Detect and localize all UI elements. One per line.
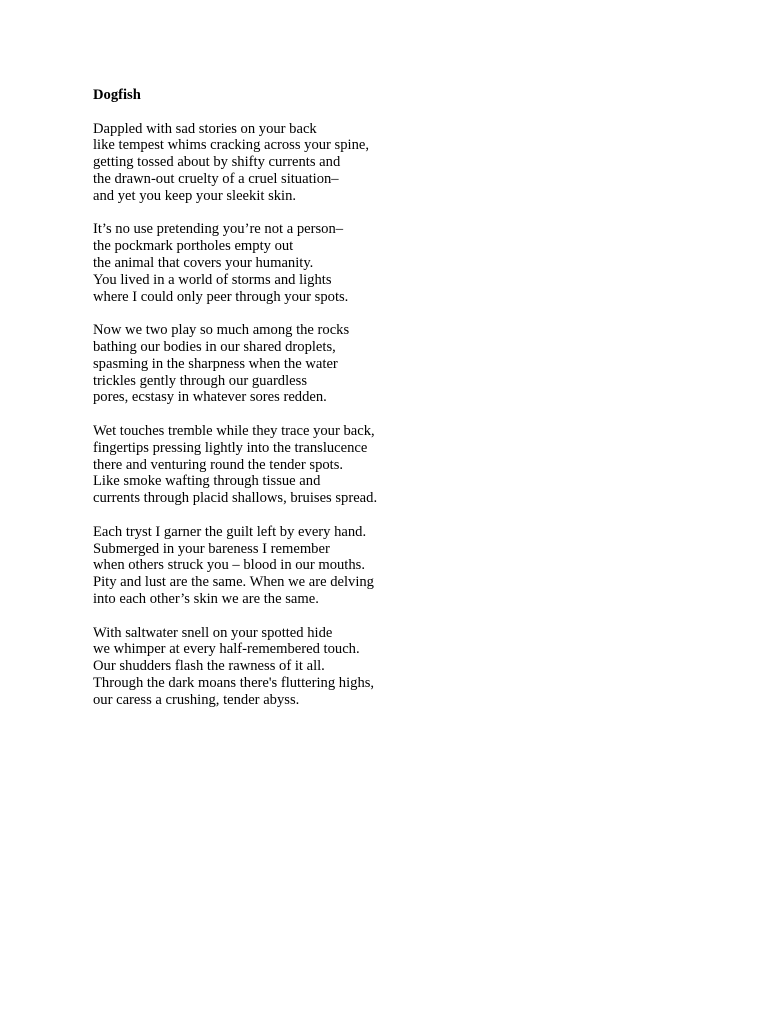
stanza-6	[93, 625, 693, 709]
poem-line: trickles gently through our guardless	[93, 372, 307, 389]
poem-line: Dappled with sad stories on your back	[93, 120, 317, 137]
poem-line: fingertips pressing lightly into the translucence	[93, 439, 368, 456]
poem-title: Dogfish	[93, 87, 141, 103]
poem-line: where I could only peer through your spots.	[93, 288, 349, 305]
poem-line: we whimper at every half-remembered touch.	[93, 641, 360, 658]
stanza-2	[93, 221, 693, 305]
poem-line: pores, ecstasy in whatever sores redden.	[93, 389, 327, 406]
poem-line: getting tossed about by shifty currents and	[93, 154, 341, 171]
poem-line: there and venturing round the tender spots.	[93, 456, 344, 473]
poem-line: With saltwater snell on your spotted hide	[93, 624, 333, 641]
poem-line: bathing our bodies in our shared droplets,	[93, 338, 336, 355]
poem-line: Wet touches tremble while they trace your back,	[93, 422, 375, 439]
stanza-3	[93, 322, 693, 406]
poem-line: Submerged in your bareness I remember	[93, 540, 330, 557]
poem-line: like tempest whims cracking across your spine,	[93, 137, 369, 154]
poem-line: Pity and lust are the same. When we are delving	[93, 574, 374, 591]
stanza-5	[93, 524, 693, 608]
poem-line: It’s no use pretending you’re not a person–	[93, 221, 344, 238]
poem-line: Each tryst I garner the guilt left by every hand.	[93, 523, 367, 540]
poem-line: when others struck you – blood in our mouths.	[93, 557, 365, 574]
poem-line: our caress a crushing, tender abyss.	[93, 691, 300, 708]
poem-line: currents through placid shallows, bruises spread.	[93, 490, 378, 507]
poem-line: Through the dark moans there's fluttering highs,	[93, 674, 375, 691]
poem-line: the drawn-out cruelty of a cruel situation–	[93, 170, 339, 187]
poem-line: Now we two play so much among the rocks	[93, 322, 350, 339]
poem-line: You lived in a world of storms and lights	[93, 271, 332, 288]
stanza-1	[93, 121, 693, 205]
poem-line: the pockmark portholes empty out	[93, 238, 294, 255]
poem-line: Our shudders flash the rawness of it all.	[93, 658, 325, 675]
poem-line: Like smoke wafting through tissue and	[93, 473, 321, 490]
stanza-4	[93, 423, 693, 507]
poem-line: and yet you keep your sleekit skin.	[93, 187, 297, 204]
poem-line: the animal that covers your humanity.	[93, 254, 314, 271]
poem-line: into each other’s skin we are the same.	[93, 590, 319, 607]
poem	[93, 87, 693, 725]
poem-line: spasming in the sharpness when the water	[93, 355, 338, 372]
